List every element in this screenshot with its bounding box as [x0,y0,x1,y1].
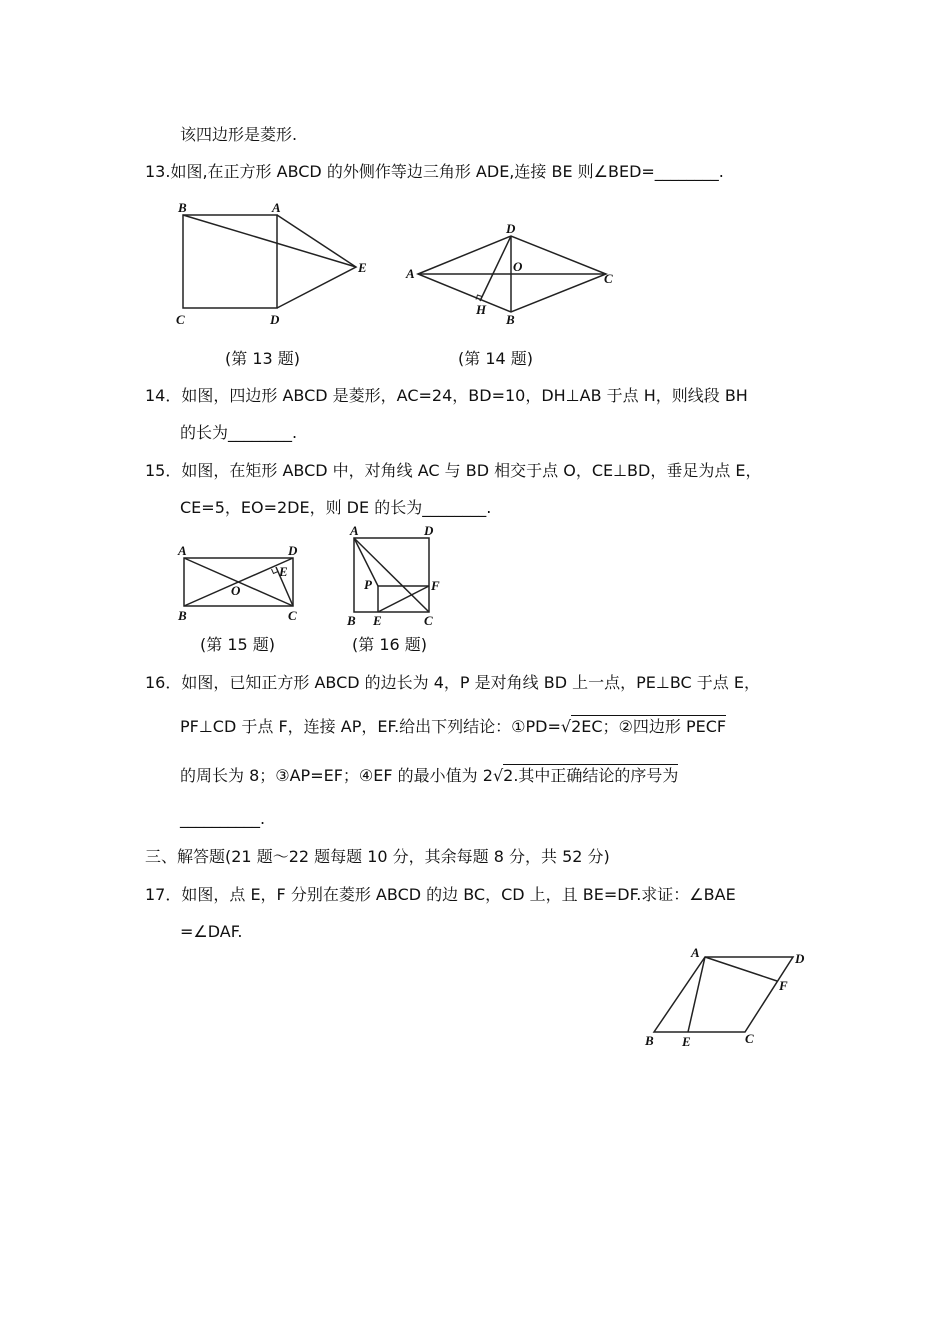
question-16-blank: __________. [180,809,266,828]
fig16-label-d: D [424,523,434,538]
fig15-label-b: B [178,608,187,623]
question-15: 15．如图，在矩形 ABCD 中，对角线 AC 与 BD 相交于点 O，CE⊥BD，垂足为点 E， [145,461,762,480]
sqrt-symbol: √ [492,766,504,785]
question-14-cont: 的长为________. [180,423,298,442]
sqrt-symbol: √ [560,717,572,736]
question-16-line3-b: 2.其中正确结论的序号为 [503,766,679,785]
fig17-label-f: F [779,978,788,993]
question-13: 13.如图,在正方形 ABCD 的外侧作等边三角形 ADE,连接 BE 则∠BED=________. [145,162,724,181]
caption-14: (第 14 题) [458,349,534,368]
fig13-label-c: C [176,312,185,327]
caption-16: (第 16 题) [352,635,428,654]
fig16-label-e: E [373,613,382,628]
figure-16 [342,522,452,630]
fig17-label-c: C [745,1031,754,1046]
question-16-line2-b: 2EC；②四边形 PECF [571,717,727,736]
fig15-label-c: C [288,608,297,623]
fig16-label-a: A [350,523,359,538]
question-14: 14．如图，四边形 ABCD 是菱形，AC=24，BD=10，DH⊥AB 于点 H，则线段 BH [145,386,748,405]
fig13-label-d: D [270,312,280,327]
fig16-label-p: P [364,577,372,592]
section-heading: 三、解答题(21 题～22 题每题 10 分，其余每题 8 分，共 52 分) [145,847,610,866]
fig16-label-f: F [431,578,440,593]
question-17: 17．如图，点 E，F 分别在菱形 ABCD 的边 BC，CD 上，且 BE=DF.求证：∠BAE [145,885,736,904]
figure-15 [172,540,312,630]
fig15-label-e: E [279,564,288,579]
caption-13: (第 13 题) [225,349,301,368]
fig17-label-b: B [645,1033,654,1048]
fig17-label-a: A [691,945,700,960]
fig14-label-h: H [476,302,487,317]
fig13-label-b: B [178,200,187,215]
question-15-cont: CE=5，EO=2DE，则 DE 的长为________. [180,498,492,517]
fig14-label-b: B [506,312,515,327]
text-line-0: 该四边形是菱形. [180,125,298,144]
question-17-cont: =∠DAF. [180,922,243,941]
question-16-line3 [180,764,678,787]
fig16-label-b: B [347,613,356,628]
fig15-label-d: D [288,543,298,558]
question-16-line2-a: PF⊥CD 于点 F，连接 AP，EF.给出下列结论：①PD= [180,717,561,736]
figure-14 [400,220,630,325]
figure-17 [640,945,815,1050]
fig14-label-a: A [406,266,415,281]
fig14-label-o: O [513,259,523,274]
fig15-label-o: O [231,583,241,598]
caption-15: (第 15 题) [200,635,276,654]
question-16-line3-a: 的周长为 8；③AP=EF；④EF 的最小值为 2 [180,766,493,785]
fig15-label-a: A [178,543,187,558]
fig13-label-a: A [272,200,281,215]
fig17-label-e: E [682,1034,691,1049]
question-16-line2 [180,715,726,738]
figure-13 [170,198,380,328]
fig17-label-d: D [795,951,805,966]
fig13-label-e: E [358,260,367,275]
question-16: 16．如图，已知正方形 ABCD 的边长为 4，P 是对角线 BD 上一点，PE⊥BC 于点 E， [145,673,760,692]
fig14-label-d: D [506,221,516,236]
fig14-label-c: C [604,271,613,286]
fig16-label-c: C [424,613,433,628]
